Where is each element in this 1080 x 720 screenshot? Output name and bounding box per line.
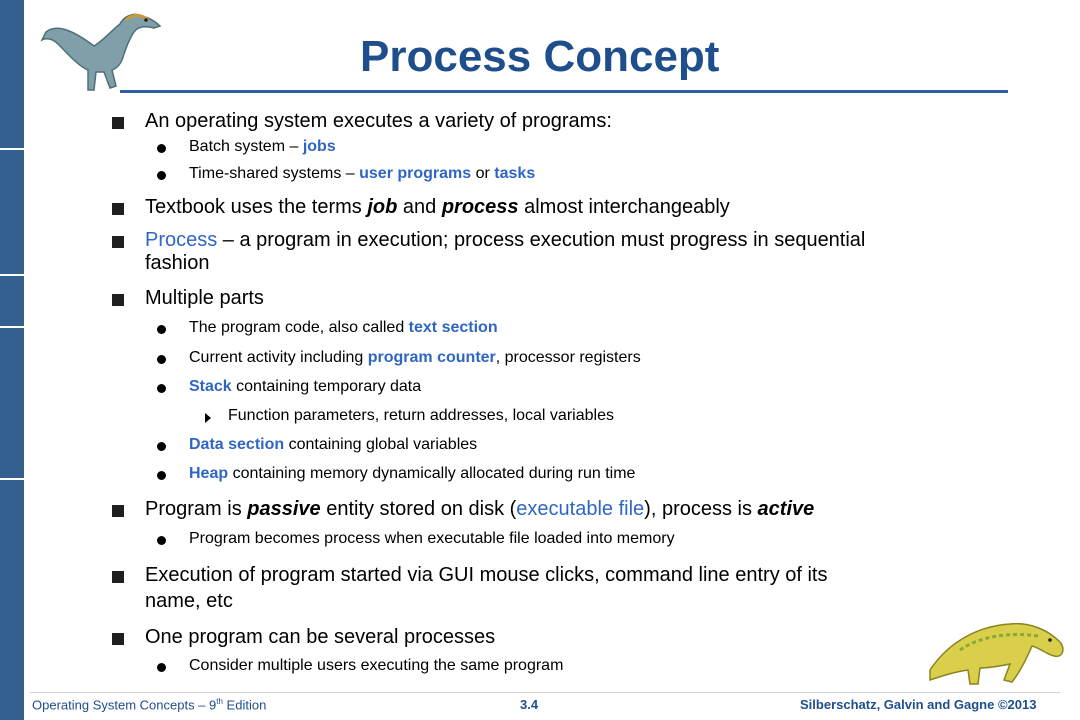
text-run: and xyxy=(397,196,442,218)
text-run: or xyxy=(471,165,495,182)
bullet-text-level1 xyxy=(145,590,233,613)
bullet-text-level2 xyxy=(189,319,498,337)
text-run: fashion xyxy=(145,252,210,274)
bullet-text-level1 xyxy=(145,564,828,587)
bullet-level1-icon xyxy=(112,203,124,215)
sidebar-segment xyxy=(0,150,24,274)
bullet-level1-icon xyxy=(112,505,124,517)
footer-divider xyxy=(30,692,1060,693)
text-run: program counter xyxy=(367,349,496,366)
text-run: jobs xyxy=(302,138,336,155)
footer-left xyxy=(32,697,266,712)
bullet-text-level1 xyxy=(145,110,612,133)
text-run: name, etc xyxy=(145,590,233,612)
bullet-text-level2 xyxy=(189,349,641,367)
text-run: An operating system executes a variety of programs: xyxy=(145,110,612,132)
text-run: active xyxy=(757,498,815,520)
text-run: Heap xyxy=(189,465,229,482)
text-run: Textbook uses the terms xyxy=(145,196,368,218)
text-run: entity stored on disk ( xyxy=(320,498,517,520)
text-run: ), process is xyxy=(644,498,758,520)
text-run: Consider multiple users executing the same program xyxy=(189,657,564,674)
text-run: containing memory dynamically allocated during run time xyxy=(228,465,636,482)
text-run: Multiple parts xyxy=(145,287,264,309)
sidebar-segment xyxy=(0,0,24,148)
text-run: process xyxy=(441,196,519,218)
bullet-text-level2 xyxy=(189,436,477,454)
bullet-level1-icon xyxy=(112,117,124,129)
bullet-level2-icon xyxy=(157,442,166,451)
sidebar-segment xyxy=(0,480,24,720)
footer-edition: Edition xyxy=(222,697,267,713)
text-run: text section xyxy=(408,319,498,336)
bullet-level1-icon xyxy=(112,633,124,645)
sidebar-segment xyxy=(0,328,24,478)
bullet-text-level1 xyxy=(145,229,865,252)
text-run: Process xyxy=(145,229,218,251)
bullet-level2-icon xyxy=(157,536,166,545)
text-run: Function parameters, return addresses, local variables xyxy=(228,407,614,424)
text-run: Stack xyxy=(189,378,232,395)
bullet-text-level2 xyxy=(189,165,535,183)
bullet-text-level1 xyxy=(145,287,264,310)
bullet-level2-icon xyxy=(157,144,166,153)
text-run: Time-shared systems – xyxy=(189,165,360,182)
bullet-level3-icon xyxy=(205,413,211,423)
footer-page-number: 3.4 xyxy=(520,697,539,712)
bullet-level2-icon xyxy=(157,325,166,334)
dinosaur-icon-yellow xyxy=(920,600,1070,690)
bullet-text-level1 xyxy=(145,196,730,219)
text-run: , processor registers xyxy=(495,349,641,366)
bullet-level1-icon xyxy=(112,571,124,583)
title-underline xyxy=(120,90,1008,93)
bullet-text-level3 xyxy=(228,407,614,425)
text-run: One program can be several processes xyxy=(145,626,496,648)
text-run: containing global variables xyxy=(284,436,478,453)
bullet-level2-icon xyxy=(157,171,166,180)
text-run: Program is xyxy=(145,498,248,520)
bullet-text-level2 xyxy=(189,657,563,675)
text-run: The program code, also called xyxy=(189,319,409,336)
bullet-level1-icon xyxy=(112,236,124,248)
bullet-text-level1 xyxy=(145,252,210,275)
bullet-text-level2 xyxy=(189,530,675,548)
bullet-text-level1 xyxy=(145,626,495,649)
text-run: passive xyxy=(247,498,321,520)
bullet-text-level1 xyxy=(145,498,814,521)
text-run: tasks xyxy=(494,165,536,182)
text-run: Program becomes process when executable file loaded into memory xyxy=(189,530,675,547)
bullet-level1-icon xyxy=(112,294,124,306)
footer-book-title: Operating System Concepts – 9 xyxy=(32,697,217,713)
text-run: Current activity including xyxy=(189,349,368,366)
dinosaur-icon xyxy=(38,4,168,96)
bullet-level2-icon xyxy=(157,471,166,480)
text-run: almost interchangeably xyxy=(518,196,730,218)
footer-edition-sup: th xyxy=(216,697,223,706)
text-run: – a program in execution; process execution must progress in sequential xyxy=(217,229,866,251)
bullet-text-level2 xyxy=(189,378,421,396)
bullet-text-level2 xyxy=(189,465,635,483)
sidebar-segment xyxy=(0,276,24,326)
footer-copyright: Silberschatz, Galvin and Gagne ©2013 xyxy=(800,697,1037,712)
text-run: job xyxy=(367,196,398,218)
bullet-level2-icon xyxy=(157,384,166,393)
text-run: containing temporary data xyxy=(231,378,422,395)
bullet-level2-icon xyxy=(157,663,166,672)
bullet-text-level2 xyxy=(189,138,336,156)
text-run: Execution of program started via GUI mouse clicks, command line entry of its xyxy=(145,564,828,586)
text-run: Batch system – xyxy=(189,138,303,155)
slide-title: Process Concept xyxy=(360,32,720,81)
left-sidebar-bar xyxy=(0,0,24,720)
text-run: Data section xyxy=(189,436,285,453)
text-run: executable file xyxy=(516,498,645,520)
bullet-level2-icon xyxy=(157,355,166,364)
text-run: user programs xyxy=(359,165,472,182)
